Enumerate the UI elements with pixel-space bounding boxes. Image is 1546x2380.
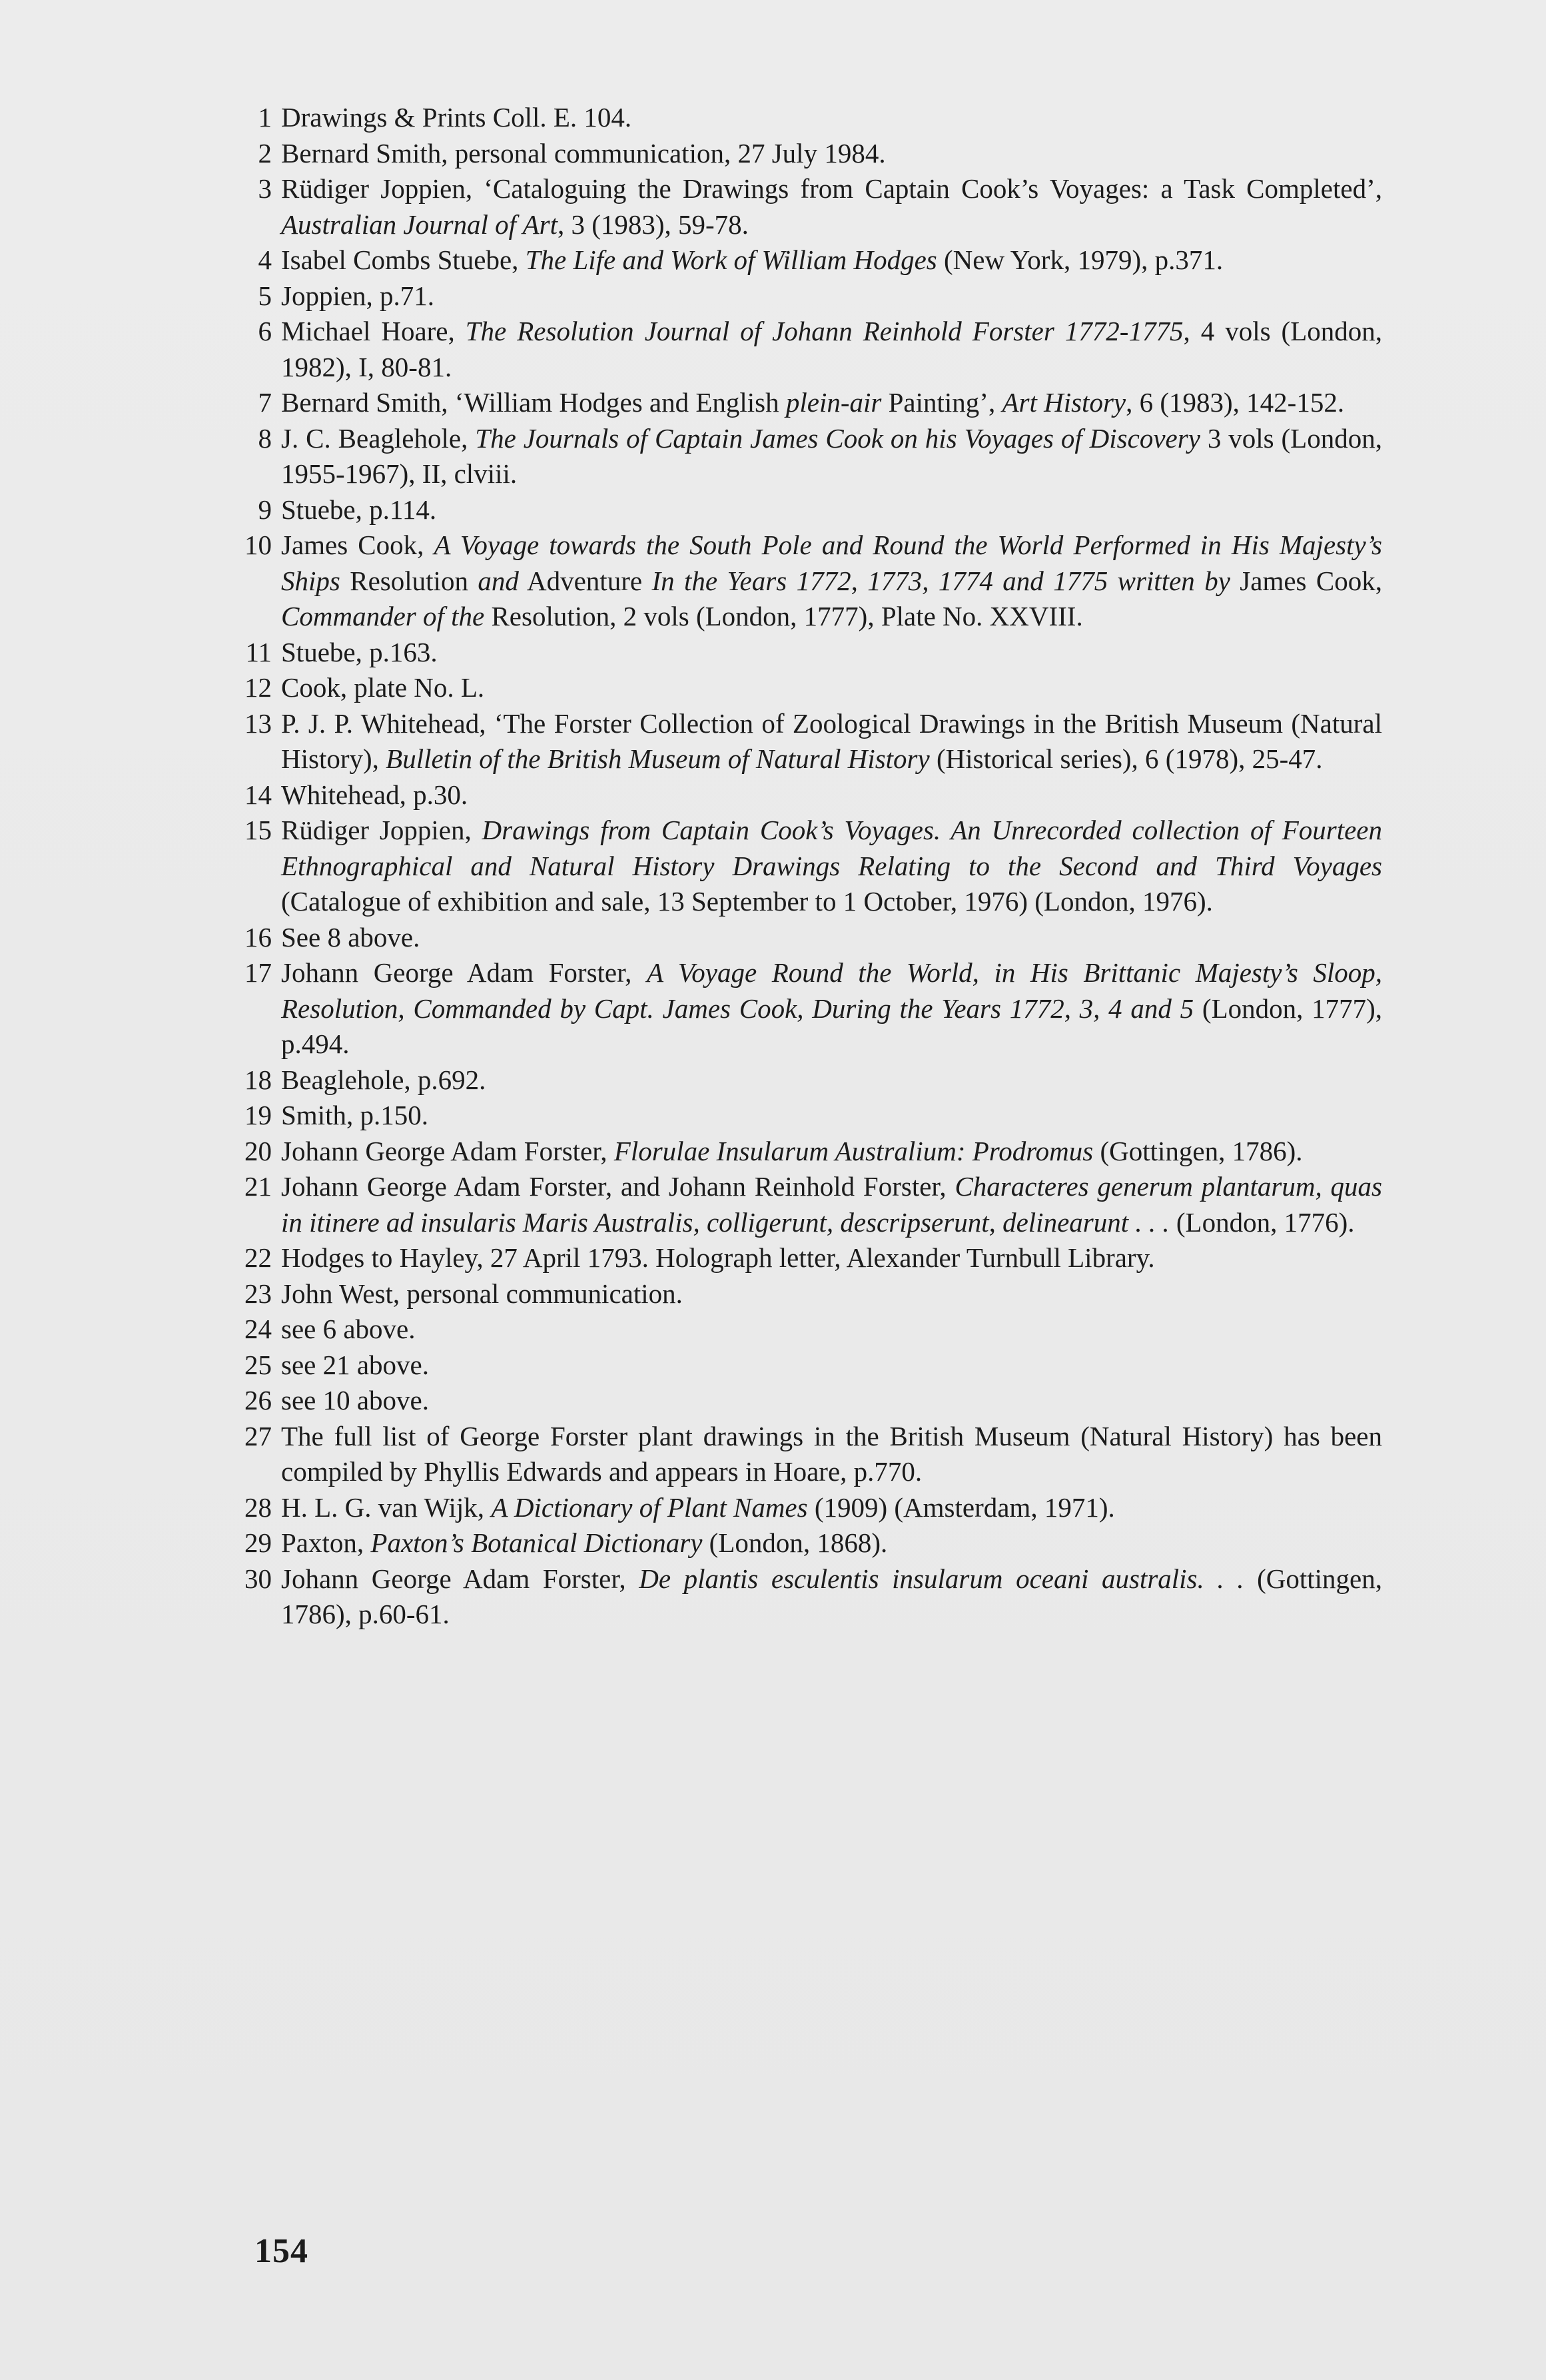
endnote-text-segment: (1909) (Amsterdam, 1971).: [807, 1491, 1115, 1523]
endnote-number: 3: [258, 173, 272, 204]
endnote-text: [281, 1169, 1382, 1240]
endnote-item: [226, 171, 1382, 242]
endnote-text-segment: Michael Hoare,: [281, 316, 466, 346]
endnote-number: 9: [258, 494, 272, 525]
endnote-text-segment: See 8 above.: [281, 921, 420, 953]
endnote-number: 20: [244, 1135, 272, 1166]
endnote-number: 11: [245, 636, 272, 667]
endnote-text-segment: , 6 (1983), 142-152.: [1126, 387, 1345, 418]
endnote-title-italic: plein-air: [785, 387, 882, 418]
endnote-text-segment: Rüdiger Joppien, ‘Cataloguing the Drawings from Captain Cook’s Voyages: a Task Completed’,: [281, 173, 1382, 204]
endnote-number: 30: [244, 1563, 272, 1594]
endnote-item: [226, 955, 1382, 1062]
endnote-number: 7: [258, 387, 272, 418]
endnote-title-italic: Australian Journal of Art: [281, 208, 558, 240]
endnote-text: [281, 314, 1382, 385]
endnote-text-segment: Paxton,: [281, 1527, 371, 1558]
endnote-text-segment: Bernard Smith, personal communication, 27 July 1984.: [281, 137, 886, 169]
endnote-text-segment: (London, 1868).: [702, 1527, 888, 1558]
endnote-number: 23: [244, 1278, 272, 1309]
endnote-item: [226, 1240, 1382, 1276]
endnote-text-segment: Painting’,: [881, 387, 1002, 418]
endnote-number: 25: [244, 1349, 272, 1380]
endnote-number: 22: [244, 1242, 272, 1273]
endnote-text-segment: Stuebe, p.114.: [281, 494, 437, 525]
endnote-text-segment: Hodges to Hayley, 27 April 1793. Holograph letter, Alexander Turnbull Library.: [281, 1242, 1155, 1273]
endnote-title-italic: Commander of the: [281, 601, 485, 631]
endnotes-list: [226, 100, 1382, 1633]
endnote-number: 5: [258, 280, 272, 311]
endnote-text: [281, 1561, 1382, 1633]
endnote-item: [226, 1312, 1382, 1348]
endnote-text: [281, 1525, 1382, 1561]
endnote-number: 17: [244, 957, 272, 988]
page-number: 154: [254, 2232, 308, 2270]
endnote-text-segment: Stuebe, p.163.: [281, 636, 438, 667]
endnote-text: [281, 1348, 1382, 1384]
endnote-text: [281, 955, 1382, 1062]
endnote-text-segment: Beaglehole, p.692.: [281, 1064, 486, 1095]
endnote-item: [226, 242, 1382, 278]
endnote-number: 14: [244, 779, 272, 810]
endnote-text: [281, 1062, 1382, 1098]
endnote-title-italic: Art History: [1002, 387, 1126, 418]
endnote-text-segment: (Gottingen, 1786), p.60-61.: [281, 1563, 1382, 1629]
endnote-title-italic: Drawings from Captain Cook’s Voyages. An Unrecorded collection of Fourteen Ethnographical and Natural History Drawings Relating to the Second and Third Voyages: [281, 815, 1382, 881]
endnote-item: [226, 492, 1382, 528]
endnote-text-segment: see 10 above.: [281, 1385, 429, 1415]
endnote-item: [226, 1490, 1382, 1526]
endnote-title-italic: and: [478, 565, 519, 596]
endnote-text: [281, 492, 1382, 528]
endnote-item: [226, 1525, 1382, 1561]
endnote-item: [226, 314, 1382, 385]
endnote-text-segment: James Cook,: [1230, 565, 1382, 596]
endnote-item: [226, 1169, 1382, 1240]
endnote-text-segment: The full list of George Forster plant drawings in the British Museum (Natural History) has been compiled by Phyllis Edwards and appears in Hoare, p.770.: [281, 1420, 1382, 1487]
endnote-item: [226, 1419, 1382, 1490]
endnote-text-segment: Johann George Adam Forster,: [281, 1563, 639, 1594]
endnote-text-segment: Whitehead, p.30.: [281, 779, 468, 810]
endnote-item: [226, 920, 1382, 956]
endnote-text: [281, 706, 1382, 777]
endnote-text: [281, 242, 1382, 278]
endnote-title-italic: The Journals of Captain James Cook on his Voyages of Discovery: [475, 422, 1200, 454]
endnote-text-segment: Smith, p.150.: [281, 1100, 428, 1130]
endnote-text: [281, 1383, 1382, 1419]
endnote-text: [281, 777, 1382, 813]
endnote-text: [281, 1490, 1382, 1526]
endnote-text-segment: Adventure: [518, 565, 652, 596]
endnote-text-segment: Cook, plate No. L.: [281, 672, 485, 703]
endnote-number: 10: [244, 530, 272, 560]
endnote-text-segment: Drawings & Prints Coll. E. 104.: [281, 102, 632, 133]
endnote-title-italic: The Resolution Journal of Johann Reinhold Forster 1772-1775: [465, 316, 1184, 346]
endnote-text: [281, 528, 1382, 635]
endnote-text: [281, 278, 1382, 314]
endnote-text-segment: (New York, 1979), p.371.: [937, 244, 1224, 275]
endnote-item: [226, 1383, 1382, 1419]
endnote-text: [281, 1134, 1382, 1170]
endnote-text-segment: (London, 1777), p.494.: [281, 992, 1383, 1059]
endnote-item: [226, 385, 1382, 421]
endnote-title-italic: Characteres generum plantarum, quas in itinere ad insularis Maris Australis, colligerunt, descripserunt, delinearunt . . .: [281, 1171, 1382, 1238]
endnote-title-italic: A Voyage Round the World, in His Brittanic Majesty’s Sloop, Resolution, Commanded by Capt. James Cook, During the Years 1772, 3, 4 and 5: [281, 957, 1382, 1024]
endnote-text-segment: Isabel Combs Stuebe,: [281, 244, 526, 275]
endnote-title-italic: Paxton’s Botanical Dictionary: [370, 1527, 703, 1558]
endnote-text-segment: (Historical series), 6 (1978), 25-47.: [929, 743, 1323, 774]
endnote-text-segment: Johann George Adam Forster, and Johann Reinhold Forster,: [281, 1171, 955, 1202]
endnote-number: 4: [258, 244, 272, 275]
endnote-number: 24: [244, 1314, 272, 1344]
endnote-item: [226, 1348, 1382, 1384]
endnote-text: [281, 171, 1382, 242]
endnote-title-italic: In the Years 1772, 1773, 1774 and 1775 written by: [651, 565, 1230, 596]
endnote-text-segment: (London, 1776).: [1169, 1206, 1355, 1238]
endnote-text: [281, 920, 1382, 956]
endnote-text: [281, 100, 1382, 136]
endnote-item: [226, 1134, 1382, 1170]
endnote-text-segment: Johann George Adam Forster,: [281, 1135, 614, 1166]
endnote-text: [281, 421, 1382, 492]
endnote-title-italic: Bulletin of the British Museum of Natural History: [386, 743, 930, 774]
endnote-text-segment: Bernard Smith, ‘William Hodges and English: [281, 387, 786, 418]
endnote-title-italic: A Dictionary of Plant Names: [491, 1491, 808, 1523]
endnote-text-segment: P. J. P. Whitehead, ‘The Forster Collection of Zoological Drawings in the British Museum (Natural History),: [281, 707, 1382, 774]
endnote-text: [281, 1240, 1382, 1276]
endnote-text-segment: Resolution, 2 vols (London, 1777), Plate No. XXVIII.: [484, 601, 1083, 631]
endnote-text-segment: , 3 (1983), 59-78.: [557, 208, 749, 240]
endnote-title-italic: Florulae Insularum Australium: Prodromus: [613, 1135, 1094, 1166]
endnote-item: [226, 1062, 1382, 1098]
endnote-item: [226, 100, 1382, 136]
endnote-number: 8: [258, 422, 272, 454]
endnote-text-segment: 3 vols (London, 1955-1967), II, clviii.: [281, 422, 1382, 489]
endnote-item: [226, 421, 1382, 492]
endnote-text-segment: Joppien, p.71.: [281, 280, 435, 311]
endnote-title-italic: A Voyage towards the South Pole and Round the World Performed in His Majesty’s Ships: [281, 530, 1383, 596]
endnote-number: 21: [244, 1171, 272, 1202]
endnote-text-segment: Rüdiger Joppien,: [281, 815, 482, 845]
endnote-number: 2: [258, 137, 272, 169]
endnote-text: [281, 1098, 1382, 1134]
endnote-text: [281, 1312, 1382, 1348]
endnote-text-segment: , 4 vols (London, 1982), I, 80-81.: [281, 316, 1383, 382]
endnote-text: [281, 1276, 1382, 1312]
endnote-item: [226, 1098, 1382, 1134]
endnote-item: [226, 278, 1382, 314]
endnote-text-segment: James Cook,: [281, 530, 434, 560]
endnote-item: [226, 670, 1382, 706]
endnote-text-segment: (Gottingen, 1786).: [1093, 1135, 1303, 1166]
endnote-text-segment: H. L. G. van Wijk,: [281, 1491, 492, 1523]
endnote-text: [281, 813, 1382, 920]
endnote-text: [281, 635, 1382, 671]
endnote-item: [226, 1561, 1382, 1633]
endnote-item: [226, 1276, 1382, 1312]
endnote-text-segment: see 21 above.: [281, 1349, 429, 1380]
endnote-title-italic: The Life and Work of William Hodges: [525, 244, 937, 275]
endnote-text-segment: Johann George Adam Forster,: [281, 957, 647, 988]
endnote-item: [226, 528, 1382, 635]
endnote-text: [281, 1419, 1382, 1490]
endnote-text: [281, 385, 1382, 421]
endnote-item: [226, 777, 1382, 813]
endnote-number: 29: [244, 1527, 272, 1558]
endnote-item: [226, 136, 1382, 172]
endnote-text-segment: (Catalogue of exhibition and sale, 13 September to 1 October, 1976) (London, 1976).: [281, 886, 1213, 917]
endnote-number: 1: [258, 102, 272, 133]
endnote-number: 19: [244, 1100, 272, 1130]
endnote-title-italic: De plantis esculentis insularum oceani australis. . .: [639, 1563, 1244, 1594]
endnote-number: 13: [244, 707, 272, 739]
endnote-text: [281, 136, 1382, 172]
endnote-text-segment: see 6 above.: [281, 1314, 416, 1344]
endnote-item: [226, 706, 1382, 777]
endnote-text-segment: John West, personal communication.: [281, 1278, 683, 1309]
endnote-number: 28: [244, 1491, 272, 1523]
endnote-number: 18: [244, 1064, 272, 1095]
endnote-number: 16: [244, 921, 272, 953]
endnote-item: [226, 635, 1382, 671]
endnote-text-segment: J. C. Beaglehole,: [281, 422, 476, 454]
endnote-number: 27: [244, 1420, 272, 1451]
endnote-number: 12: [244, 672, 272, 703]
endnote-item: [226, 813, 1382, 920]
endnote-number: 6: [258, 316, 272, 346]
endnote-number: 15: [244, 815, 272, 845]
endnote-text-segment: Resolution: [340, 565, 478, 596]
endnote-number: 26: [244, 1385, 272, 1415]
endnote-text: [281, 670, 1382, 706]
